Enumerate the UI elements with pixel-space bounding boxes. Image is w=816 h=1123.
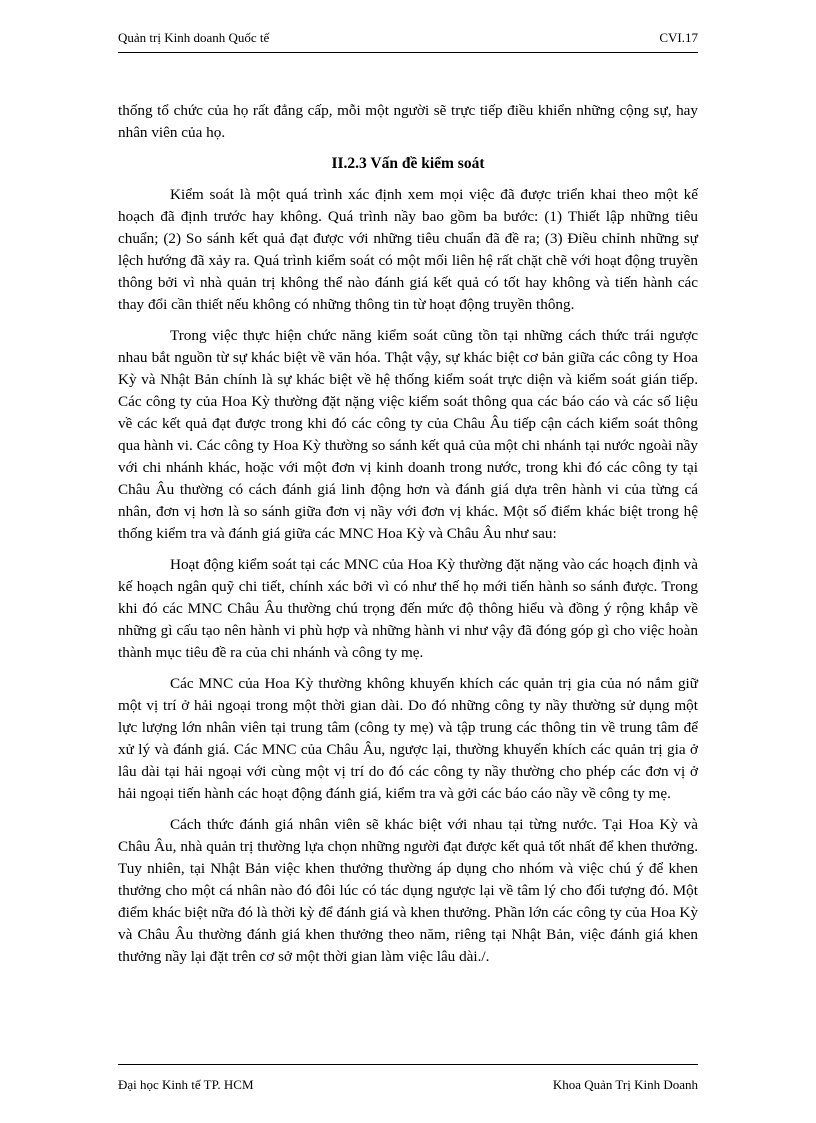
footer-faculty: Khoa Quản Trị Kinh Doanh xyxy=(552,1077,698,1092)
paragraph-3: Hoạt động kiểm soát tại các MNC của Hoa Kỳ thường đặt nặng vào các hoạch định và kế hoạch ngân quỹ chi tiết, chính xác bởi vì có như thế họ mới tiến hành so sánh được. Trong khi đó các MNC Châu Âu thường chú trọng đến mức độ thông hiểu và đồng ý rộng khắp về những gì cấu tạo nên hành vi phù hợp và những hành vi như vậy đã đóng góp gì cho việc hoàn thành mục tiêu đề ra của chi nhánh và công ty mẹ. xyxy=(118,556,698,661)
document-body xyxy=(118,100,698,977)
paragraph-2: Trong việc thực hiện chức năng kiểm soát cũng tồn tại những cách thức trái ngược nhau bắt nguồn từ sự khác biệt về văn hóa. Thật vậy, sự khác biệt cơ bản giữa các công ty Hoa Kỳ và Nhật Bản chính là sự khác biệt về hệ thống kiểm soát trực diện và kiểm soát gián tiếp. Các công ty của Hoa Kỳ thường đặt nặng việc kiểm soát thông qua các báo cáo và các số liệu về các kết quả đạt được trong khi đó các công ty của Châu Âu tiếp cận cách kiểm soát thông qua hành vi. Các công ty Hoa Kỳ thường so sánh kết quả của một chi nhánh tại nước ngoài nầy với chi nhánh khác, hoặc với một đơn vị kinh doanh trong nước, trong khi đó các công ty tại Châu Âu thường có cách đánh giá linh động hơn và đánh giá dựa trên hành vi của từng cá nhân, đơn vị hơn là so sánh giữa đơn vị nầy với đơn vị khác. Một số điểm khác biệt trong hệ thống kiểm tra và đánh giá giữa các MNC Hoa Kỳ và Châu Âu như sau: xyxy=(118,327,698,542)
header-title: Quản trị Kinh doanh Quốc tế xyxy=(118,30,270,45)
header-page-code: CVI.17 xyxy=(659,30,698,45)
paragraph-4: Các MNC của Hoa Kỳ thường không khuyến khích các quản trị gia của nó nắm giữ một vị trí ở hải ngoại trong một thời gian dài. Do đó những công ty nầy thường sử dụng một lực lượng lớn nhân viên tại trung tâm (công ty mẹ) và tập trung các thông tin về trung tâm để xử lý và đánh giá. Các MNC của Châu Âu, ngược lại, thường khuyến khích các quản trị gia ở lâu dài tại hải ngoại với cùng một vị trí do đó các công ty nầy thường cho phép các đơn vị ở hải ngoại tiến hành các hoạt động đánh giá, kiểm tra và gởi các báo cáo nầy về công ty mẹ. xyxy=(118,675,698,802)
footer-rule xyxy=(118,1064,698,1065)
paragraph-1: Kiểm soát là một quá trình xác định xem mọi việc đã được triển khai theo một kế hoạch đã định trước hay không. Quá trình nầy bao gồm ba bước: (1) Thiết lập những tiêu chuẩn; (2) So sánh kết quả đạt được với những tiêu chuẩn đã đề ra; (3) Điều chỉnh những sự lệch hướng đã xảy ra. Quá trình kiểm soát có một mối liên hệ rất chặt chẽ với hoạt động truyền thông bởi vì nhà quản trị không thể nào đánh giá kết quả có tốt hay không và tiến hành các thay đổi cần thiết nếu không có những thông tin từ hoạt động truyền thông. xyxy=(118,186,698,313)
page-header xyxy=(118,30,698,50)
section-heading: II.2.3 Vấn đề kiểm soát xyxy=(331,155,485,172)
paragraph-continued: thống tổ chức của họ rất đẳng cấp, mỗi một người sẽ trực tiếp điều khiển những cộng sự, hay nhân viên của họ. xyxy=(118,102,698,141)
paragraph-5: Cách thức đánh giá nhân viên sẽ khác biệt với nhau tại từng nước. Tại Hoa Kỳ và Châu Âu, nhà quản trị thường lựa chọn những người đạt được kết quả tốt nhất để khen thưởng. Tuy nhiên, tại Nhật Bản việc khen thưởng thường áp dụng cho nhóm và việc chú ý để khen thưởng cho một cá nhân nào đó đôi lúc có tác dụng ngược lại về tâm lý cho đối tượng đó. Một điểm khác biệt nữa đó là thời kỳ để đánh giá và khen thưởng. Phần lớn các công ty của Hoa Kỳ và Châu Âu thường đánh giá khen thưởng theo năm, riêng tại Nhật Bản, việc đánh giá khen thưởng nầy lại đặt trên cơ sở một thời gian làm việc lâu dài./. xyxy=(118,816,698,965)
page-footer xyxy=(118,1077,698,1097)
footer-university: Đại học Kinh tế TP. HCM xyxy=(118,1077,254,1092)
header-rule xyxy=(118,52,698,53)
